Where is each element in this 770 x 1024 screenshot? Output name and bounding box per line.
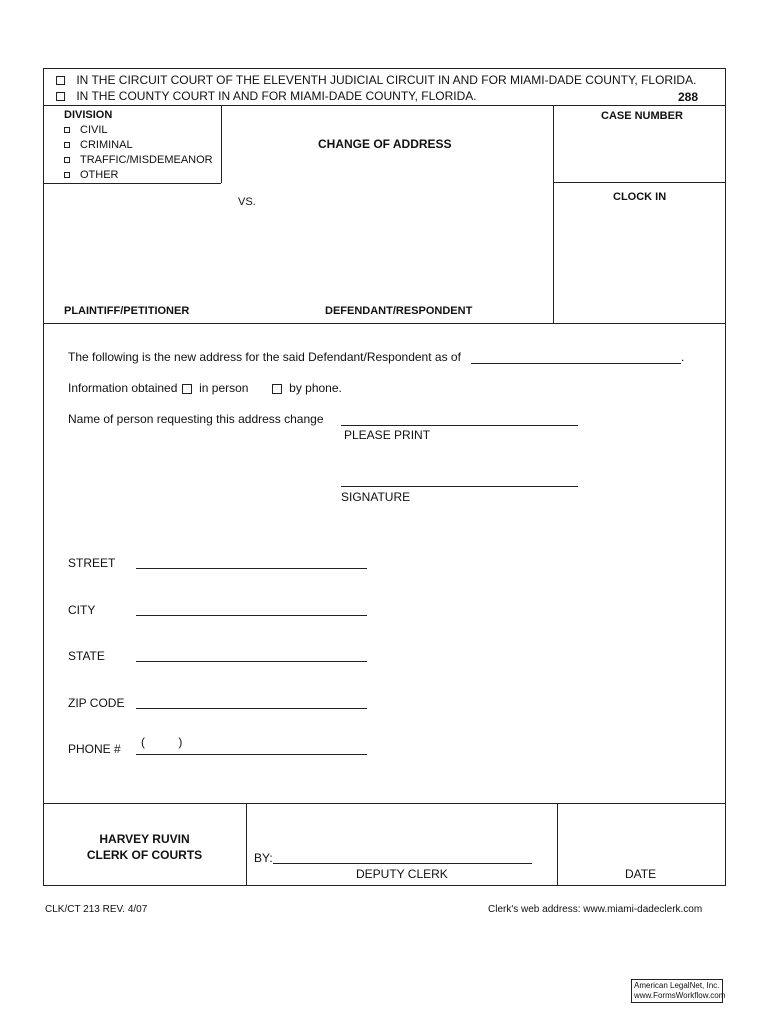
form-title: CHANGE OF ADDRESS [318, 137, 452, 151]
info-obtained-label: Information obtained [68, 381, 178, 395]
deputy-clerk-label: DEPUTY CLERK [356, 867, 448, 881]
county-court-option [56, 89, 477, 103]
division-bottom-divider [43, 183, 221, 184]
case-number-label: CASE NUMBER [601, 110, 683, 122]
street-field[interactable] [136, 568, 367, 569]
form-code: 288 [678, 90, 699, 104]
division-title: DIVISION [64, 109, 113, 121]
header-divider [43, 105, 726, 106]
by-label: BY: [254, 851, 273, 865]
city-field[interactable] [136, 615, 367, 616]
clerk-name: HARVEY RUVIN [99, 832, 190, 846]
publisher-name: American LegalNet, Inc. [634, 981, 720, 990]
division-option-traffic[interactable]: TRAFFIC/MISDEMEANOR [64, 153, 213, 168]
footer-divider [43, 803, 726, 804]
division-options [64, 123, 213, 183]
street-label: STREET [68, 556, 116, 570]
circuit-court-checkbox[interactable] [56, 76, 65, 85]
signature-label: SIGNATURE [341, 490, 411, 504]
parties-divider [43, 323, 726, 324]
county-court-label: IN THE COUNTY COURT IN AND FOR MIAMI-DADE COUNTY, FLORIDA. [76, 89, 477, 103]
form-revision: CLK/CT 213 REV. 4/07 [45, 904, 148, 915]
city-label: CITY [68, 603, 96, 617]
in-person-checkbox[interactable] [182, 384, 192, 394]
clock-in-label: CLOCK IN [613, 191, 667, 203]
defendant-label: DEFENDANT/RESPONDENT [325, 305, 473, 317]
by-phone-checkbox[interactable] [272, 384, 282, 394]
clerk-title: CLERK OF COURTS [86, 848, 203, 862]
county-court-checkbox[interactable] [56, 92, 65, 101]
division-option-criminal[interactable]: CRIMINAL [64, 138, 213, 153]
civil-checkbox[interactable] [64, 127, 70, 133]
zip-field[interactable] [136, 708, 367, 709]
case-number-divider [553, 182, 726, 183]
web-address: Clerk's web address: www.miami-dadeclerk.com [488, 904, 703, 915]
clerk-block [43, 831, 246, 863]
publisher-url[interactable]: www.FormsWorkflow.com [634, 991, 726, 1000]
criminal-checkbox[interactable] [64, 142, 70, 148]
division-divider [221, 105, 222, 183]
state-label: STATE [68, 649, 105, 663]
circuit-court-label: IN THE CIRCUIT COURT OF THE ELEVENTH JUDICIAL CIRCUIT IN AND FOR MIAMI-DADE COUNTY, FLORIDA. [76, 73, 697, 87]
requester-label: Name of person requesting this address change [68, 412, 324, 426]
intro-end: . [681, 350, 685, 364]
state-field[interactable] [136, 661, 367, 662]
info-obtained-row [68, 381, 342, 395]
publisher-stamp [631, 979, 726, 1003]
circuit-court-option [56, 73, 696, 87]
phone-field[interactable] [136, 754, 367, 755]
please-print-label: PLEASE PRINT [344, 428, 431, 442]
right-column-divider [553, 105, 554, 323]
phone-label: PHONE # [68, 742, 121, 756]
zip-label: ZIP CODE [68, 696, 125, 710]
vs-label: VS. [238, 196, 256, 208]
plaintiff-label: PLAINTIFF/PETITIONER [64, 305, 190, 317]
signature-field[interactable] [341, 486, 578, 487]
effective-date-field[interactable] [471, 363, 681, 364]
traffic-checkbox[interactable] [64, 157, 70, 163]
by-phone-label: by phone. [289, 381, 342, 395]
footer-divider-right [557, 803, 558, 886]
requester-name-field[interactable] [341, 425, 578, 426]
phone-area-code: ( ) [141, 735, 183, 749]
in-person-label: in person [199, 381, 249, 395]
footer-divider-left [246, 803, 247, 886]
date-label: DATE [625, 867, 657, 881]
division-option-other[interactable]: OTHER [64, 168, 213, 183]
division-option-civil[interactable]: CIVIL [64, 123, 213, 138]
other-checkbox[interactable] [64, 172, 70, 178]
deputy-clerk-signature-field[interactable] [273, 863, 532, 864]
intro-text: The following is the new address for the said Defendant/Respondent as of [68, 350, 461, 364]
